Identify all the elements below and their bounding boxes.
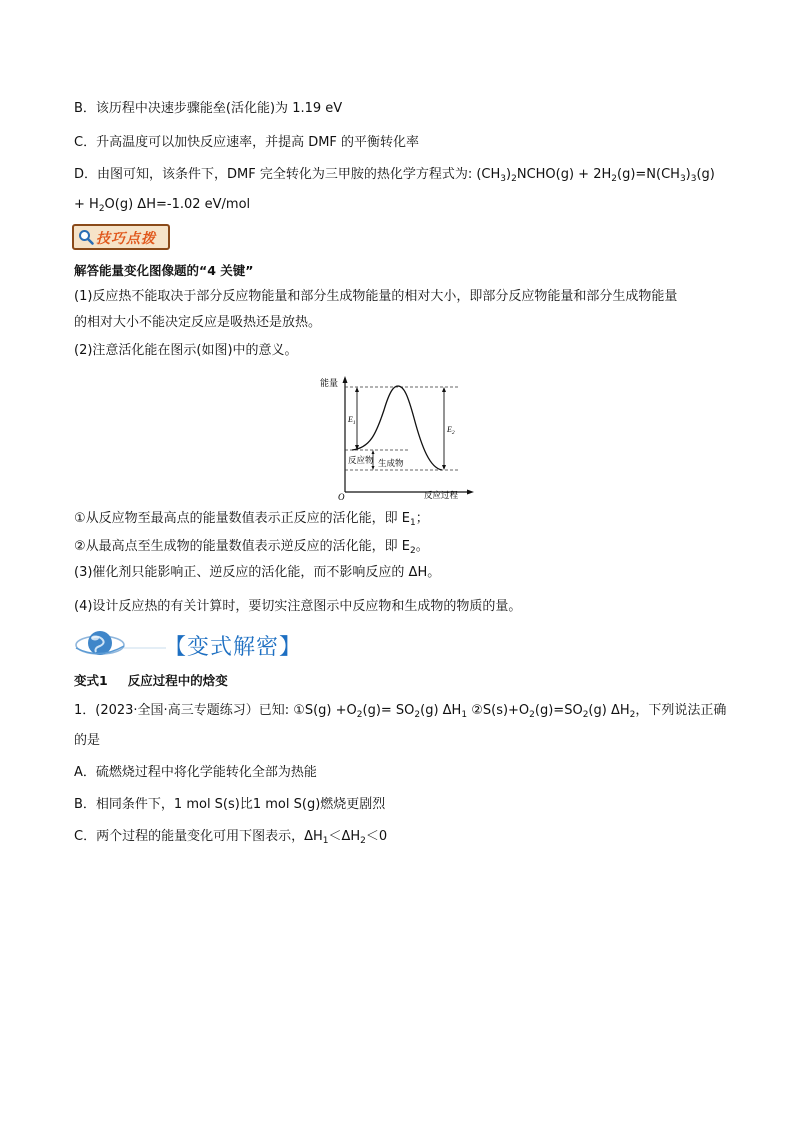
tips-p1-line2: 的相对大小不能决定反应是吸热还是放热。 bbox=[74, 315, 322, 330]
section-banner bbox=[74, 624, 374, 664]
globe-icon bbox=[74, 626, 170, 660]
option-d-line2: + $H_2O(g)$ ΔH=-1.02 eV/mol bbox=[74, 197, 251, 214]
y-axis-label: 能量 bbox=[320, 379, 339, 389]
option-b: B．该历程中决速步骤能垒(活化能)为 1.19 eV bbox=[74, 101, 343, 116]
tips-p4: (4)设计反应热的有关计算时，要切实注意图示中反应物和生成物的物质的量。 bbox=[74, 599, 522, 614]
option-c: C．升高温度可以加快反应速率，并提高 DMF 的平衡转化率 bbox=[74, 135, 420, 150]
reactant-label: 反应物 bbox=[348, 456, 374, 466]
y-axis-arrow bbox=[343, 376, 348, 383]
x-axis-label: 反应过程 bbox=[424, 491, 459, 500]
e2-label: $E_2$ bbox=[447, 425, 455, 436]
question-line2: 的是 bbox=[74, 733, 101, 748]
e1-label: $E_1$ bbox=[348, 415, 356, 426]
variant-option-c: C．两个过程的能量变化可用下图表示，$\Delta H_1<\Delta H_2<0$ bbox=[74, 829, 388, 846]
tip-badge bbox=[72, 224, 170, 250]
tips-item2: ②从最高点至生成物的能量数值表示逆反应的活化能，即 $E_2$。 bbox=[74, 539, 429, 556]
e1-arrow-top bbox=[355, 387, 359, 392]
tips-p2: (2)注意活化能在图示(如图)中的意义。 bbox=[74, 343, 298, 358]
e2-arrow-top bbox=[442, 387, 446, 392]
tips-p3: (3)催化剂只能影响正、逆反应的活化能，而不影响反应的 ΔH。 bbox=[74, 565, 441, 580]
delta-arrow-top bbox=[372, 450, 375, 454]
delta-arrow-bottom bbox=[372, 466, 375, 470]
magnifier-icon bbox=[78, 229, 94, 245]
variant-option-b: B．相同条件下，1 mol S(s)比1 mol S(g)燃烧更剧烈 bbox=[74, 797, 386, 812]
x-axis-arrow bbox=[467, 490, 474, 495]
tips-p1-line1: (1)反应热不能取决于部分反应物能量和部分生成物能量的相对大小，即部分反应物能量和部分生成物能量 bbox=[74, 289, 678, 304]
question-line1: 1．(2023·全国·高三专题练习）已知: ①S(g) $+O_2(g)= SO_2(g)$ $\Delta H_1$ $②S(s)+O_2(g)=SO_2(g)$ $\Delta H_2$，下列说法正确 bbox=[74, 703, 727, 720]
tip-badge-label: 技巧点拨 bbox=[96, 231, 156, 247]
energy-diagram bbox=[320, 374, 480, 500]
variant-heading: 变式1 反应过程中的焓变 bbox=[74, 673, 228, 688]
tips-heading: 解答能量变化图像题的“4 关键” bbox=[74, 263, 254, 278]
product-label: 生成物 bbox=[378, 459, 404, 469]
origin-label: O bbox=[338, 492, 345, 500]
e2-arrow-bottom bbox=[442, 465, 446, 470]
section-title: 【变式解密】 bbox=[164, 635, 303, 660]
option-d-line1: D．由图可知，该条件下，DMF 完全转化为三甲胺的热化学方程式为: $(CH_3)_2NCHO(g) + 2H_2(g)=N(CH_3)_3(g)$ bbox=[74, 167, 715, 184]
variant-option-a: A．硫燃烧过程中将化学能转化全部为热能 bbox=[74, 765, 317, 780]
tips-item1: ①从反应物至最高点的能量数值表示正反应的活化能，即 $E_1$； bbox=[74, 511, 429, 528]
